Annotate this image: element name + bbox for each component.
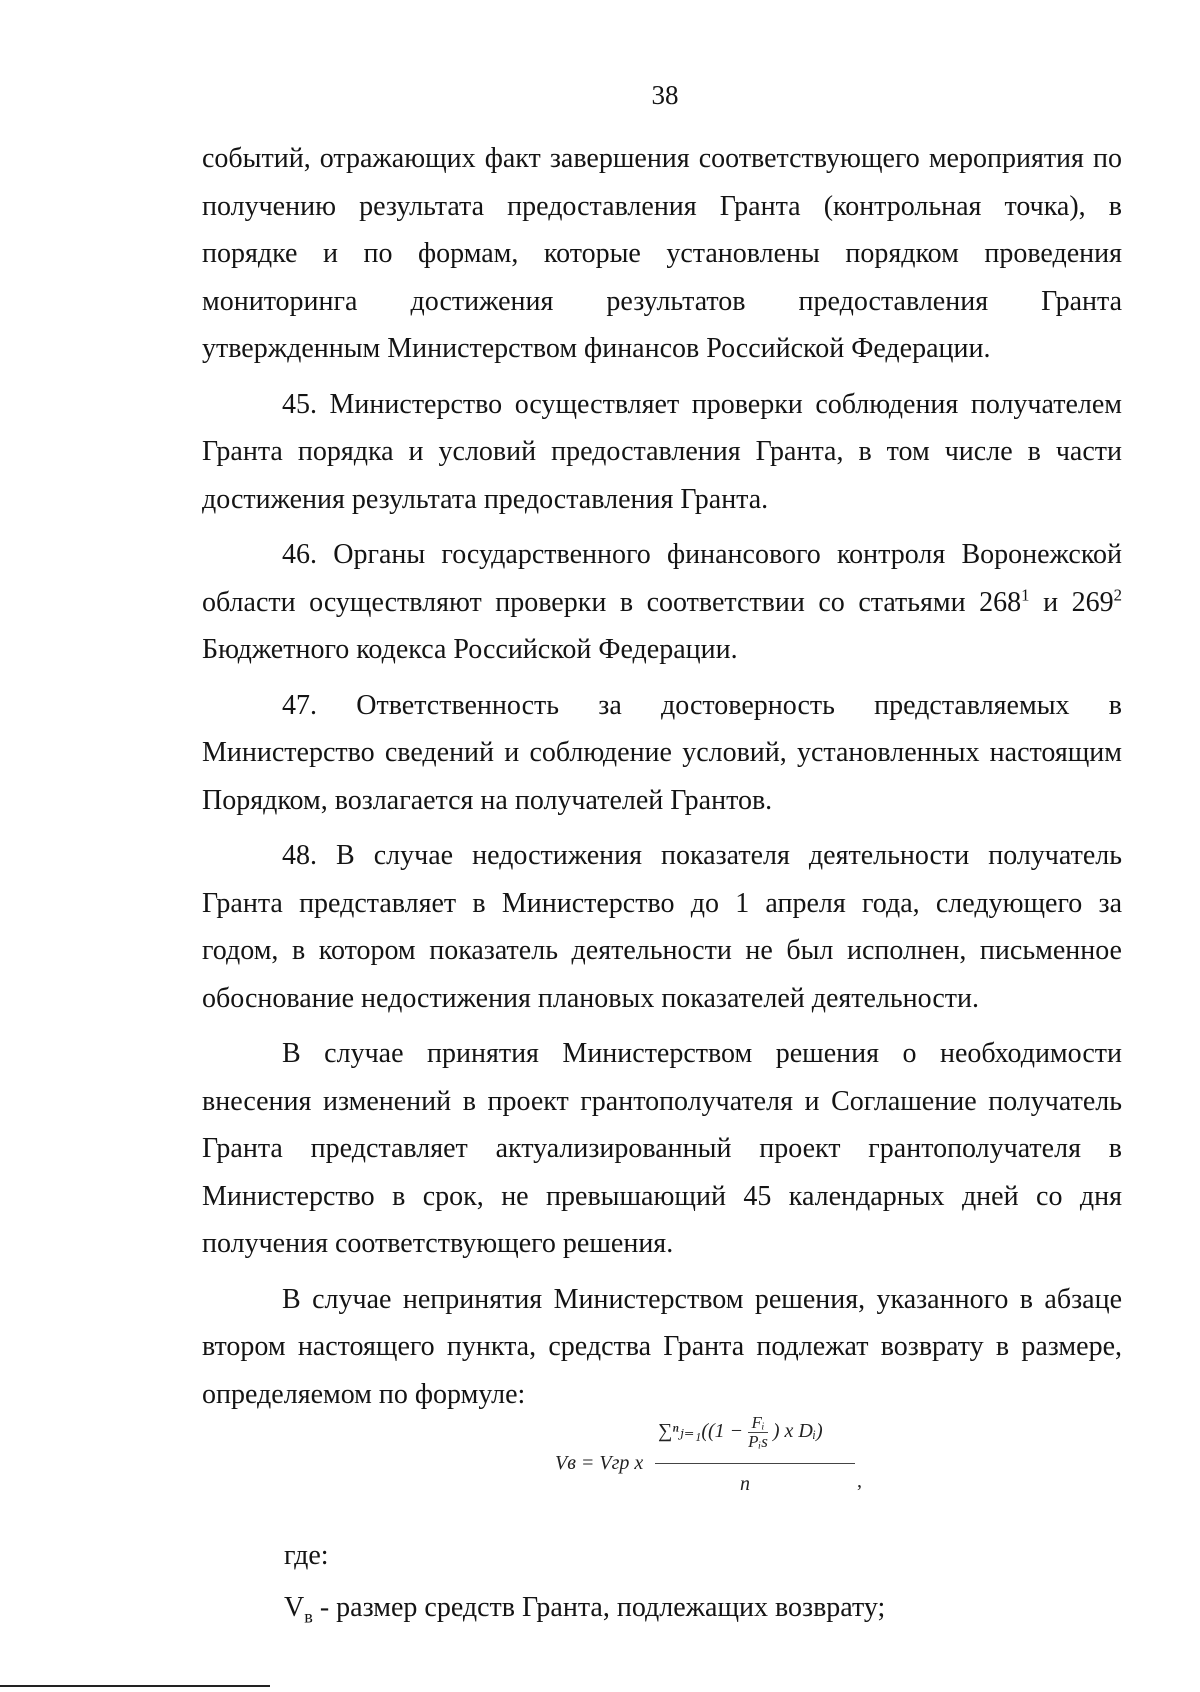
- superscript-2: 2: [1113, 585, 1123, 605]
- formula-inner-fraction: [748, 1414, 768, 1451]
- paragraph-45: 45. Министерство осуществляет проверки соблюдения получателем Гранта порядка и условий предоставления Гранта, в том числе в части достижения результата предоставления Гранта.: [202, 388, 1122, 515]
- paragraph-46-text-b: и 269: [1029, 586, 1114, 618]
- formula-comma: ,: [857, 1470, 862, 1492]
- paragraph-acceptance: В случае принятия Министерством решения о необходимости внесения изменений в проект грантополучателя и Соглашение получатель Гранта представляет актуализированный проект грантополучателя в Министерство в срок, не превышающий 45 календарных дней со дня получения соответствующего решения.: [202, 1038, 1122, 1259]
- paragraph-46-text-a: 46. Органы государственного финансового контроля Воронежской области осуществляют проверки в соответствии со статьями 268: [202, 539, 1122, 618]
- formula-inner-denominator: Pᵢs: [748, 1432, 768, 1451]
- refund-formula: [555, 1408, 885, 1498]
- paragraph-47: 47. Ответственность за достоверность представляемых в Министерство сведений и соблюдение условий, установленных настоящим Порядком, возлагается на получателей Грантов.: [202, 689, 1122, 816]
- paragraph-46: [202, 531, 1122, 674]
- superscript-1: 1: [1021, 585, 1030, 605]
- document-body: [202, 135, 1122, 1424]
- paragraph-48: 48. В случае недостижения показателя деятельности получатель Гранта представляет в Министерство до 1 апреля года, следующего за годом, в котором показатель деятельности не был исполнен, письменное обоснование недостижения плановых показателей деятельности.: [202, 840, 1122, 1014]
- formula-fraction-line: [655, 1463, 855, 1464]
- page-number: 38: [651, 80, 679, 110]
- definition-subscript: в: [304, 1606, 313, 1627]
- paragraph-46-text-c: Бюджетного кодекса Российской Федерации.: [202, 634, 738, 665]
- formula-numerator: [658, 1414, 823, 1451]
- formula-inner-numerator: Fᵢ: [748, 1414, 768, 1433]
- formula-numerator-tail: ) x Dᵢ): [772, 1420, 823, 1443]
- definition-vv: [284, 1592, 885, 1628]
- footer-divider: [0, 1685, 270, 1687]
- where-label: где:: [284, 1540, 329, 1571]
- paragraph-non-acceptance: В случае непринятия Министерством решения, указанного в абзаце втором настоящего пункта, средства Гранта подлежат возврату в размере, определяемом по формуле:: [202, 1283, 1122, 1410]
- formula-denominator: n: [740, 1473, 750, 1495]
- paragraph-continuation: событий, отражающих факт завершения соответствующего мероприятия по получению результата предоставления Гранта (контрольная точка), в порядке и по формам, которые установлены порядком проведения мониторинга достижения результатов предоставления Гранта утвержденным Министерством финансов Российской Федерации.: [202, 143, 1122, 364]
- formula-sum: ∑ⁿⱼ₌₁((1 −: [658, 1420, 744, 1443]
- definition-symbol: V: [284, 1592, 305, 1623]
- definition-text: - размер средств Гранта, подлежащих возврату;: [312, 1592, 886, 1623]
- formula-lhs: Vв = Vгр x: [555, 1452, 644, 1474]
